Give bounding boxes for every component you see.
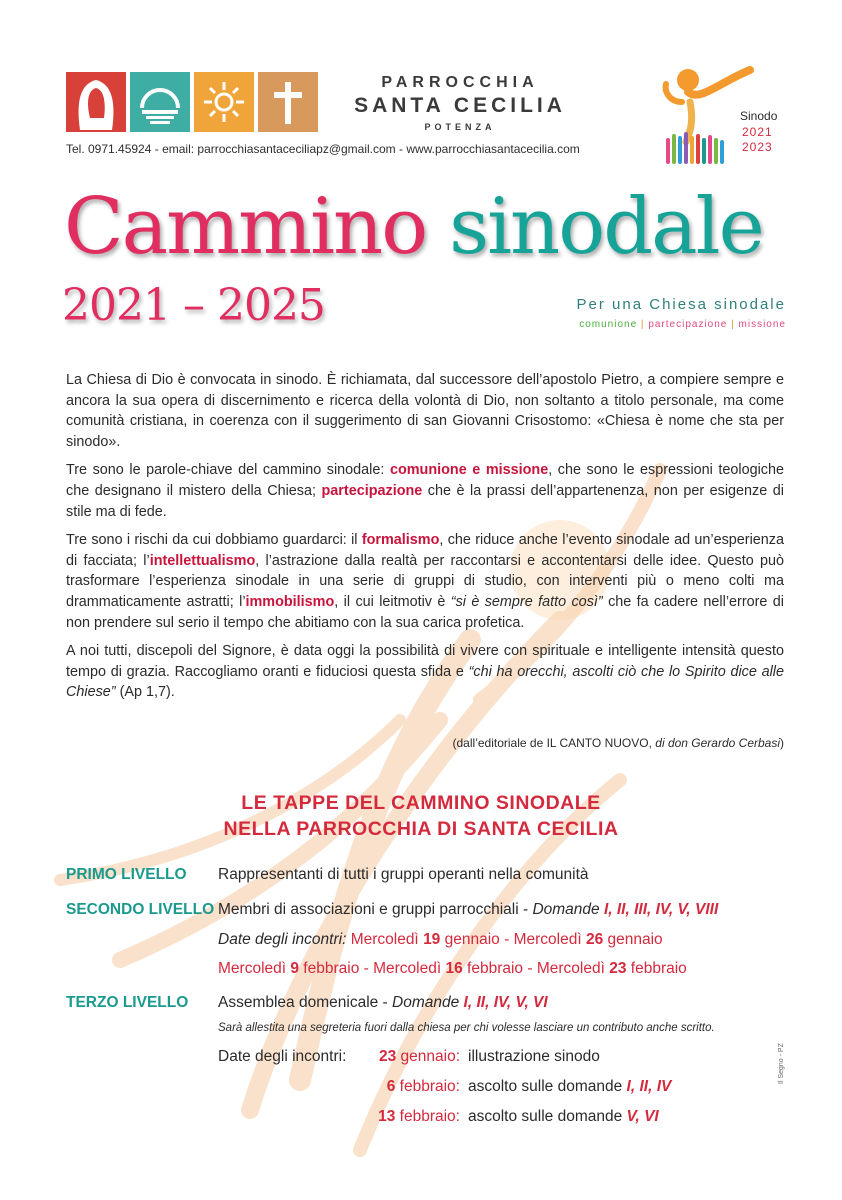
tagline-separator: | [731, 319, 735, 330]
level2-text: Membri di associazioni e gruppi parrocchiali - Domande I, II, III, IV, V, VIII [218, 901, 719, 918]
stages-heading [0, 790, 842, 842]
editorial-text [66, 370, 784, 711]
tagline-line1: Per una Chiesa sinodale [576, 296, 786, 313]
paragraph-3: Tre sono i rischi da cui dobbiamo guardarci: il formalismo, che riduce anche l’evento sinodale ad un’esperienza di facciata; l’intellettualismo, l’astrazione dalla realtà per raccontarsi e accontentarsi delle idee. Questo può trasformare l’esperienza sinodale in una serie di gruppi di studio, con interventi più o meno colti ma drammaticamente astratti; l’immobilismo, il cui leitmotiv è “si è sempre fatto così” che fa cadere nell’errore di non prendere sul serio il tempo che abitiamo con la sua carica profetica. [66, 532, 785, 631]
logo-text: Sinodo [740, 109, 778, 123]
cross-icon [258, 72, 318, 132]
logo-year-2: 2023 [742, 140, 773, 154]
level2-dates-row2: Mercoledì 9 febbraio - Mercoledì 16 febbraio - Mercoledì 23 febbraio [218, 960, 687, 977]
level3-note: Sarà allestita una segreteria fuori dalla chiesa per chi volesse lasciare un contributo anche scritto. [218, 1022, 715, 1034]
parish-line1: PARROCCHIA [381, 74, 539, 91]
level3-date-1-text: illustrazione sinodo [468, 1048, 600, 1065]
parish-line3: POTENZA [424, 122, 496, 132]
tagline-word-partecipazione: partecipazione [648, 319, 728, 330]
level3-date-1: 23 gennaio: [378, 1048, 460, 1065]
level1-text: Rappresentanti di tutti i gruppi operanti nella comunità [218, 866, 589, 883]
paragraph-2: Tre sono le parole-chiave del cammino sinodale: comunione e missione, che sono le espressioni teologiche che designano il mistero della Chiesa; partecipazione che è la prassi dell’appartenenza, non per esigenze di stile ma di fede. [66, 462, 785, 520]
keyword-formalismo: formalismo [361, 532, 440, 549]
title-word-1: Cammino [64, 182, 427, 272]
title-years: 2021 – 2025 [62, 280, 325, 331]
page-title [64, 182, 763, 272]
level3-date-3: 13 febbraio: [378, 1108, 460, 1125]
parish-line2: SANTA CECILIA [354, 94, 566, 117]
logo-year-1: 2021 [742, 125, 773, 139]
level3-dates-label: Date degli incontri: [218, 1048, 347, 1065]
flower-icon [194, 72, 254, 132]
church-icon [130, 72, 190, 132]
contact-line: Tel. 0971.45924 - email: parrocchiasantaceciliapz@gmail.com - www.parrocchiasantacecilia.com [66, 142, 580, 156]
tagline-separator: | [640, 319, 645, 330]
stages-heading-line1: LE TAPPE DEL CAMMINO SINODALE [241, 792, 601, 814]
tagline-word-comunione: comunione [579, 319, 638, 330]
title-word-2: sinodale [449, 182, 763, 272]
keyword-comunione-missione: comunione e missione [389, 462, 549, 479]
tagline-word-missione: missione [738, 319, 786, 330]
level3-date-3-text: ascolto sulle domande V, VI [468, 1108, 659, 1125]
sinodo-logo [660, 62, 785, 172]
keyword-immobilismo: immobilismo [245, 593, 335, 610]
paragraph-4: A noi tutti, discepoli del Signore, è data oggi la possibilità di vivere con spirituale e intelligente intensità questo tempo di grazia. Raccogliamo oranti e fiduciosi questa sfida e “chi ha orecchi, ascolti ciò che lo Spirito dice alle Chiese” (Ap 1,7). [66, 643, 784, 701]
level3-text: Assemblea domenicale - Domande I, II, IV, V, VI [218, 994, 548, 1011]
stages-heading-line2: NELLA PARROCCHIA DI SANTA CECILIA [223, 818, 619, 840]
level3-date-2-text: ascolto sulle domande I, II, IV [468, 1078, 672, 1095]
keyword-partecipazione: partecipazione [321, 482, 423, 499]
editorial-credit: (dall’editoriale de IL CANTO NUOVO, di don Gerardo Cerbasi) [452, 736, 784, 750]
level3-label: TERZO LIVELLO [66, 994, 189, 1011]
level2-dates-row1: Date degli incontri: Mercoledì 19 gennaio - Mercoledì 26 gennaio [218, 931, 663, 948]
level1-label: PRIMO LIVELLO [66, 866, 187, 883]
level2-label: SECONDO LIVELLO [66, 901, 215, 918]
tagline [577, 296, 786, 330]
parish-name [330, 74, 590, 132]
tagline-words [577, 319, 786, 330]
paragraph-1: La Chiesa di Dio è convocata in sinodo. È richiamata, dal successore dell’apostolo Pietro, a compiere sempre e ancora la sua opera di discernimento e ricerca della volontà di Dio, non soltanto a titolo personale, ma come comunità cristiana, in coerenza con il suggerimento di san Giovanni Crisostomo: «Chiesa è nome che sta per sinodo». [66, 372, 784, 450]
madonna-icon [66, 72, 126, 132]
keyword-intellettualismo: intellettualismo [149, 552, 256, 569]
side-note: Il Segno - PZ [778, 1043, 785, 1084]
parish-logos [66, 72, 318, 132]
level3-date-2: 6 febbraio: [386, 1078, 460, 1095]
